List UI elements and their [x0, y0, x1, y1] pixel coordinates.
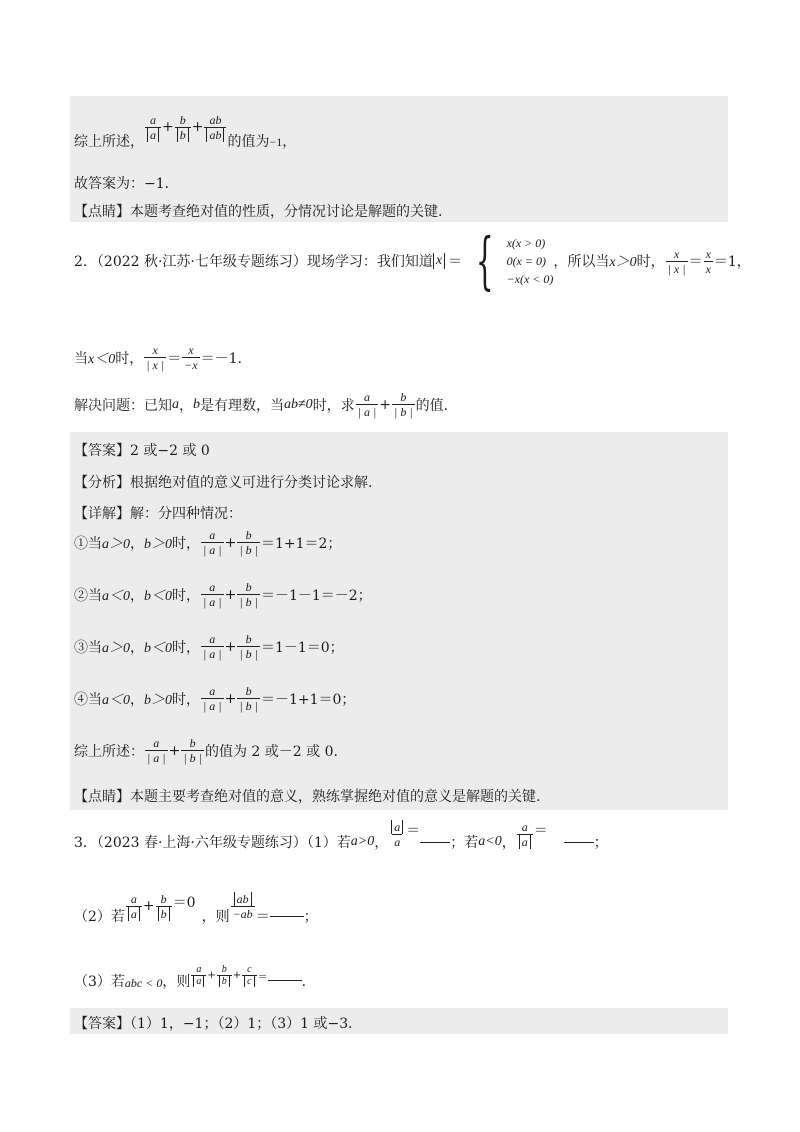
q2-case-2: ②当 a＜0 ， b＜0 时， $\frac{a}{| a |}$ + $\frac{b}{| b |}$ ＝－1－1＝－2； — [74, 580, 372, 609]
q3-intro-line: 3．（2023 春·上海·六年级专题练习）（1）若 a>0 ， $\frac{a}{a}$ ＝ ；若 a<0 ， $\frac{a}{a}$ ＝ ； — [74, 819, 608, 851]
fraction-a-over-abs-a: $\frac{a}{a}$ — [145, 113, 161, 142]
summary-prefix: 综上所述， — [74, 134, 144, 150]
piecewise-definition: { x(x > 0) 0(x = 0) −x(x < 0) — [475, 224, 554, 297]
q3-part3-line: （3）若 abc < 0 ，则 $\frac{a}{a}$ + $\frac{b}{b}$ + $\frac{c}{c}$ ＝ ． — [74, 964, 316, 990]
fraction-x-over-x: $\frac{x}{x}$ — [705, 246, 711, 276]
blank-4[interactable] — [268, 980, 302, 981]
q2-detail: 【详解】解：分四种情况： — [74, 506, 242, 522]
q2-case-1: ①当 a＞0 ， b＞0 时， $\frac{a}{| a |}$ + $\frac{b}{| b |}$ ＝1+1＝2； — [74, 528, 342, 557]
blank-1[interactable] — [420, 842, 450, 843]
q2-negative-line: 当 x＜0 时， $\frac{x}{| x |}$ ＝ $\frac{x}{-x}$ ＝－1. — [74, 343, 242, 372]
summary-mid: 的值为 — [227, 134, 270, 150]
q2-case-3: ③当 a＞0 ， b＜0 时， $\frac{a}{| a |}$ + $\frac{b}{| b |}$ ＝1－1＝0； — [74, 632, 344, 661]
q2-intro-line: 2．（2022 秋·江苏·七年级专题练习）现场学习：我们知道 x ＝ { x(x > 0) 0(x = 0) −x(x < 0) ，所以当 x＞0 时， $\frac{x}{| x |}$ ＝ $\frac{x}{x}$ ＝1， — [74, 224, 751, 297]
fraction-x-over-abs-x: $\frac{x}{| x |}$ — [667, 246, 686, 276]
q2-summary: 综上所述： $\frac{a}{| a |}$ + $\frac{b}{| b |}$ 的值为 2 或－2 或 0. — [74, 736, 338, 765]
q2-problem-line: 解决问题：已知 a ， b 是有理数，当 ab≠0 时，求 $\frac{a}{| a |}$ + $\frac{b}{| b |}$ 的值. — [74, 390, 449, 419]
q2-case-4: ④当 a＜0 ， b＞0 时， $\frac{a}{| a |}$ + $\frac{b}{| b |}$ ＝－1+1＝0； — [74, 684, 356, 713]
q3-answer: 【答案】（1）1，−1；（2）1；（3）1 或−3． — [74, 1016, 363, 1032]
summary-value: −1 — [269, 134, 283, 149]
q2-answer: 【答案】2 或−2 或 0 — [74, 443, 210, 459]
summary-line-1: 综上所述， $\frac{a}{a}$ + $\frac{b}{b}$ + $\frac{ab}{ab}$ 的值为 −1 ， — [74, 112, 297, 150]
q2-analysis: 【分析】根据绝对值的意义可进行分类讨论求解. — [74, 475, 373, 491]
fraction-b-over-abs-b: $\frac{b}{b}$ — [175, 113, 191, 142]
blank-3[interactable] — [270, 916, 304, 917]
answer-line-1: 故答案为：−1． — [74, 176, 179, 192]
q2-note: 【点睛】本题主要考查绝对值的意义，熟练掌握绝对值的意义是解题的关键. — [74, 789, 541, 805]
note-line-1: 【点睛】本题考查绝对值的性质，分情况讨论是解题的关键. — [74, 204, 443, 220]
fraction-ab-over-abs-ab: $\frac{ab}{ab}$ — [204, 113, 226, 142]
q3-part2-line: （2）若 $\frac{a}{a}$ + $\frac{b}{b}$ ＝0 ，则 $\frac{ab}{-ab}$ ＝ ； — [74, 891, 318, 925]
blank-2[interactable] — [564, 842, 594, 843]
